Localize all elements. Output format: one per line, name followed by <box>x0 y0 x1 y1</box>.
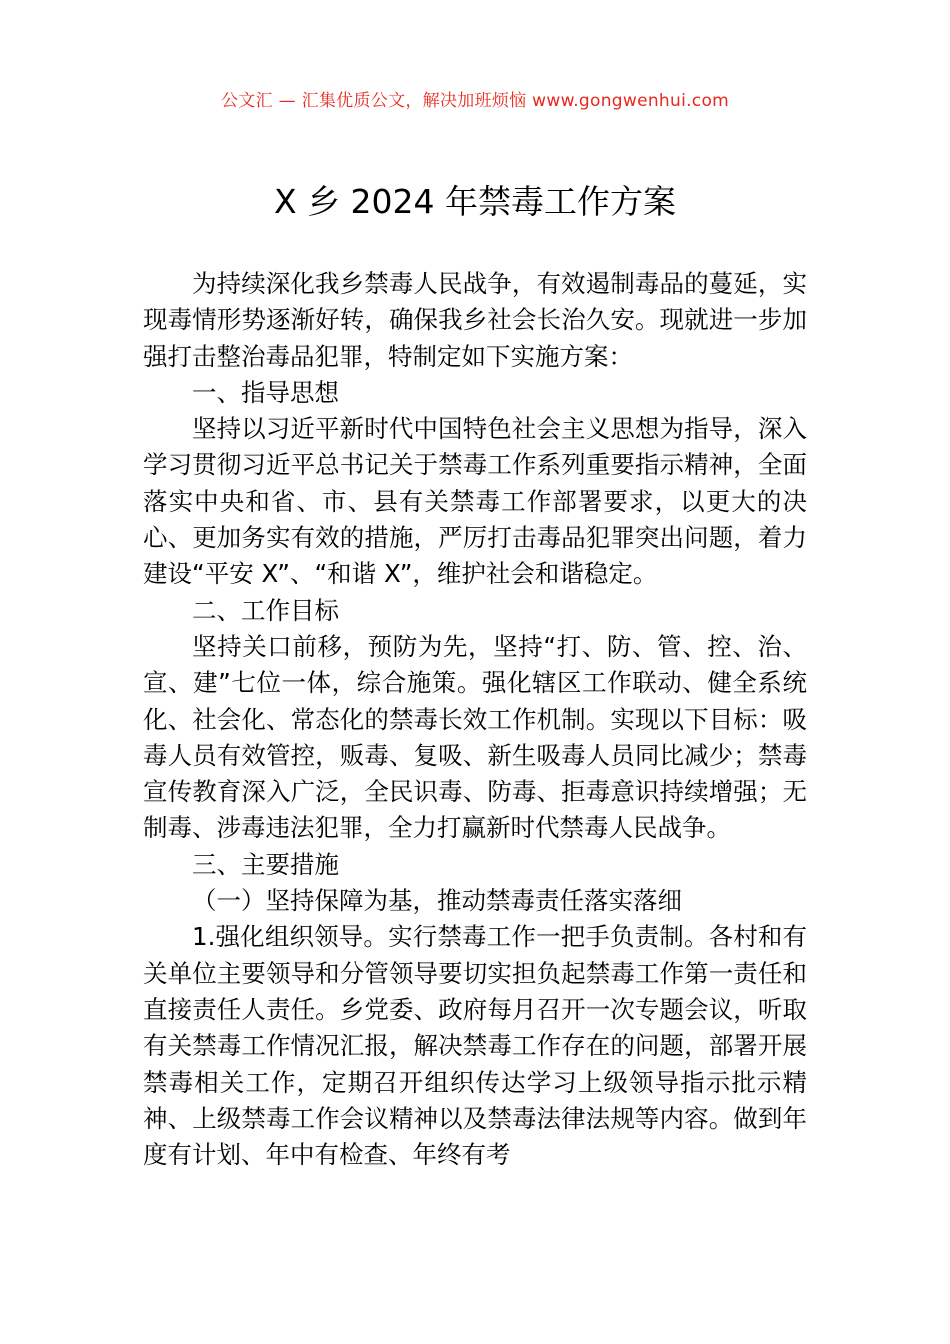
document-body <box>143 266 807 1173</box>
heading-main-measures: 三、主要措施 <box>192 849 339 879</box>
document-title: X 乡 2024 年禁毒工作方案 <box>273 182 677 221</box>
heading-work-goals: 二、工作目标 <box>192 595 339 625</box>
paragraph-measure-1-1: 1.强化组织领导。实行禁毒工作一把手负责制。各村和有关单位主要领导和分管领导要切实担负起禁毒工作第一责任和直接责任人责任。乡党委、政府每月召开一次专题会议，听取有关禁毒工作情况汇报，解决禁毒工作存在的问题，部署开展禁毒相关工作，定期召开组织传达学习上级领导指示批示精神、上级禁毒工作会议精神以及禁毒法律法规等内容。做到年度有计划、年中有检查、年终有考 <box>143 922 807 1170</box>
subheading-measure-1: （一）坚持保障为基，推动禁毒责任落实落细 <box>192 886 682 916</box>
paragraph-intro: 为持续深化我乡禁毒人民战争，有效遏制毒品的蔓延，实现毒情形势逐渐好转，确保我乡社会长治久安。现就进一步加强打击整治毒品犯罪，特制定如下实施方案： <box>143 269 807 371</box>
site-header-banner: 公文汇 — 汇集优质公文，解决加班烦恼 www.gongwenhui.com <box>220 91 730 111</box>
paragraph-guiding-ideology: 坚持以习近平新时代中国特色社会主义思想为指导，深入学习贯彻习近平总书记关于禁毒工作系列重要指示精神，全面落实中央和省、市、县有关禁毒工作部署要求，以更大的决心、更加务实有效的措施，严厉打击毒品犯罪突出问题，着力建设“平安 X”、“和谐 X”，维护社会和谐稳定。 <box>143 414 807 589</box>
paragraph-work-goals: 坚持关口前移，预防为先，坚持“打、防、管、控、治、宣、建”七位一体，综合施策。强化辖区工作联动、健全系统化、社会化、常态化的禁毒长效工作机制。实现以下目标：吸毒人员有效管控，贩毒、复吸、新生吸毒人员同比减少；禁毒宣传教育深入广泛，全民识毒、防毒、拒毒意识持续增强；无制毒、涉毒违法犯罪，全力打赢新时代禁毒人民战争。 <box>143 631 807 843</box>
heading-guiding-ideology: 一、指导思想 <box>192 377 339 407</box>
